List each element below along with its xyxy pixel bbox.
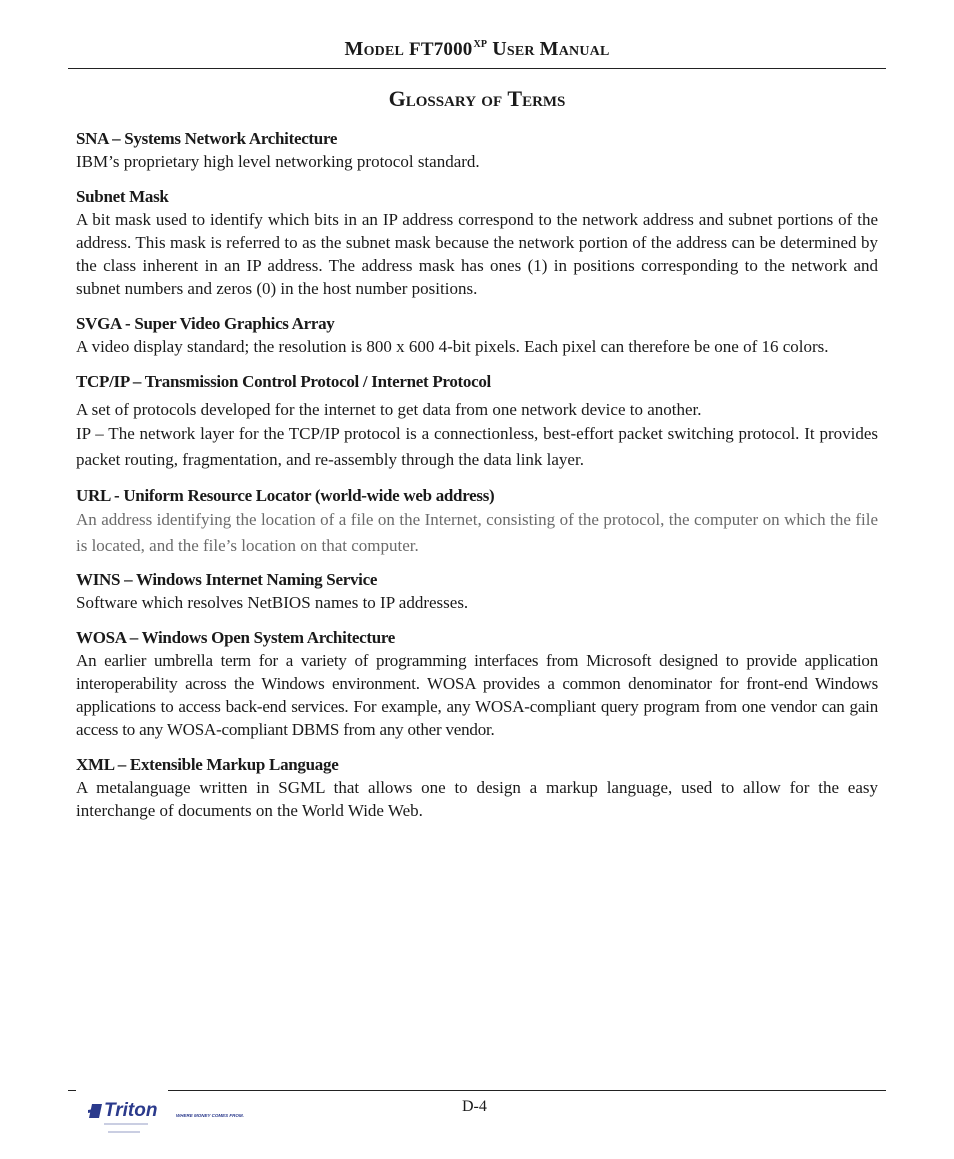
term-heading: Subnet Mask bbox=[76, 187, 169, 206]
glossary-entry-svga bbox=[76, 313, 878, 358]
term-heading: URL - Uniform Resource Locator (world-wide web address) bbox=[76, 486, 495, 505]
term-definition: Software which resolves NetBIOS names to IP addresses. bbox=[76, 593, 469, 612]
page-number: D-4 bbox=[462, 1098, 487, 1115]
glossary-entry-wins bbox=[76, 569, 878, 614]
term-definition: A metalanguage written in SGML that allows one to design a markup language, used to allow for the easy interchange of documents on the World Wide Web. bbox=[76, 778, 878, 820]
glossary-content bbox=[76, 128, 878, 822]
title-g-first: G bbox=[388, 86, 406, 111]
term-definition: An address identifying the location of a file on the Internet, consisting of the protocol, the computer on which the file is located, and the file’s location on that computer. bbox=[76, 510, 878, 555]
triton-logo bbox=[88, 1098, 258, 1138]
footer-divider-stub bbox=[68, 1090, 76, 1091]
term-definition: An earlier umbrella term for a variety of programming interfaces from Microsoft designed to provide application interoperability across the Windows environment. WOSA provides a common denominator for front-end Windows applications to access back-end services. For example, any WOSA-compliant query program from one vendor can gain access to any WOSA-compliant DBMS from any other vendor. bbox=[76, 651, 878, 739]
header-user-first: U bbox=[492, 38, 507, 60]
title-of: OF bbox=[481, 94, 503, 110]
term-definition-ip: IP – The network layer for the TCP/IP protocol is a connectionless, best-effort packet switching protocol. It provides packet routing, fragmentation, and re-assembly through the data link layer. bbox=[76, 424, 878, 469]
term-definition: A set of protocols developed for the internet to get data from one network device to another. bbox=[76, 400, 702, 419]
term-definition: A bit mask used to identify which bits in an IP address correspond to the network address and subnet portions of the address. This mask is referred to as the subnet mask because the network portion of the address can be determined by the class inherent in an IP address. The address mask has ones (1) in positions corresponding to the network and subnet numbers and zeros (0) in the host number positions. bbox=[76, 210, 878, 298]
header-manual-rest: ANUAL bbox=[558, 44, 610, 59]
glossary-entry-url bbox=[76, 485, 878, 559]
title-t-first: T bbox=[507, 86, 523, 111]
header-user-rest: SER bbox=[506, 44, 535, 59]
term-definition: A video display standard; the resolution is 800 x 600 4-bit pixels. Each pixel can therefore be one of 16 colors. bbox=[76, 337, 829, 356]
term-heading: SVGA - Super Video Graphics Array bbox=[76, 314, 335, 333]
glossary-entry-subnet-mask bbox=[76, 186, 878, 300]
logo-wordmark: Triton bbox=[104, 1100, 158, 1121]
header-manual-first: M bbox=[539, 38, 559, 60]
logo-tagline: WHERE MONEY COMES FROM. bbox=[176, 1113, 244, 1118]
header-product-sup: XP bbox=[473, 39, 488, 50]
term-heading: WINS – Windows Internet Naming Service bbox=[76, 570, 378, 589]
title-g-rest: LOSSARY bbox=[405, 94, 477, 110]
term-heading: SNA – Systems Network Architecture bbox=[76, 129, 338, 148]
glossary-entry-xml bbox=[76, 754, 878, 822]
glossary-entry-sna bbox=[76, 128, 878, 173]
header-product: FT7000 bbox=[409, 39, 473, 60]
header-model-rest: ODEL bbox=[363, 44, 405, 59]
header-divider bbox=[68, 68, 886, 69]
footer-divider bbox=[168, 1090, 886, 1091]
section-title bbox=[0, 86, 954, 112]
glossary-entry-tcp-ip bbox=[76, 371, 878, 473]
term-heading: XML – Extensible Markup Language bbox=[76, 755, 339, 774]
term-heading: TCP/IP – Transmission Control Protocol / Internet Protocol bbox=[76, 372, 491, 391]
header-model-first: M bbox=[344, 38, 364, 60]
glossary-entry-wosa bbox=[76, 627, 878, 741]
term-heading: WOSA – Windows Open System Architecture bbox=[76, 628, 396, 647]
running-header bbox=[0, 38, 954, 61]
title-t-rest: ERMS bbox=[522, 94, 566, 110]
term-definition: IBM’s proprietary high level networking protocol standard. bbox=[76, 152, 480, 171]
